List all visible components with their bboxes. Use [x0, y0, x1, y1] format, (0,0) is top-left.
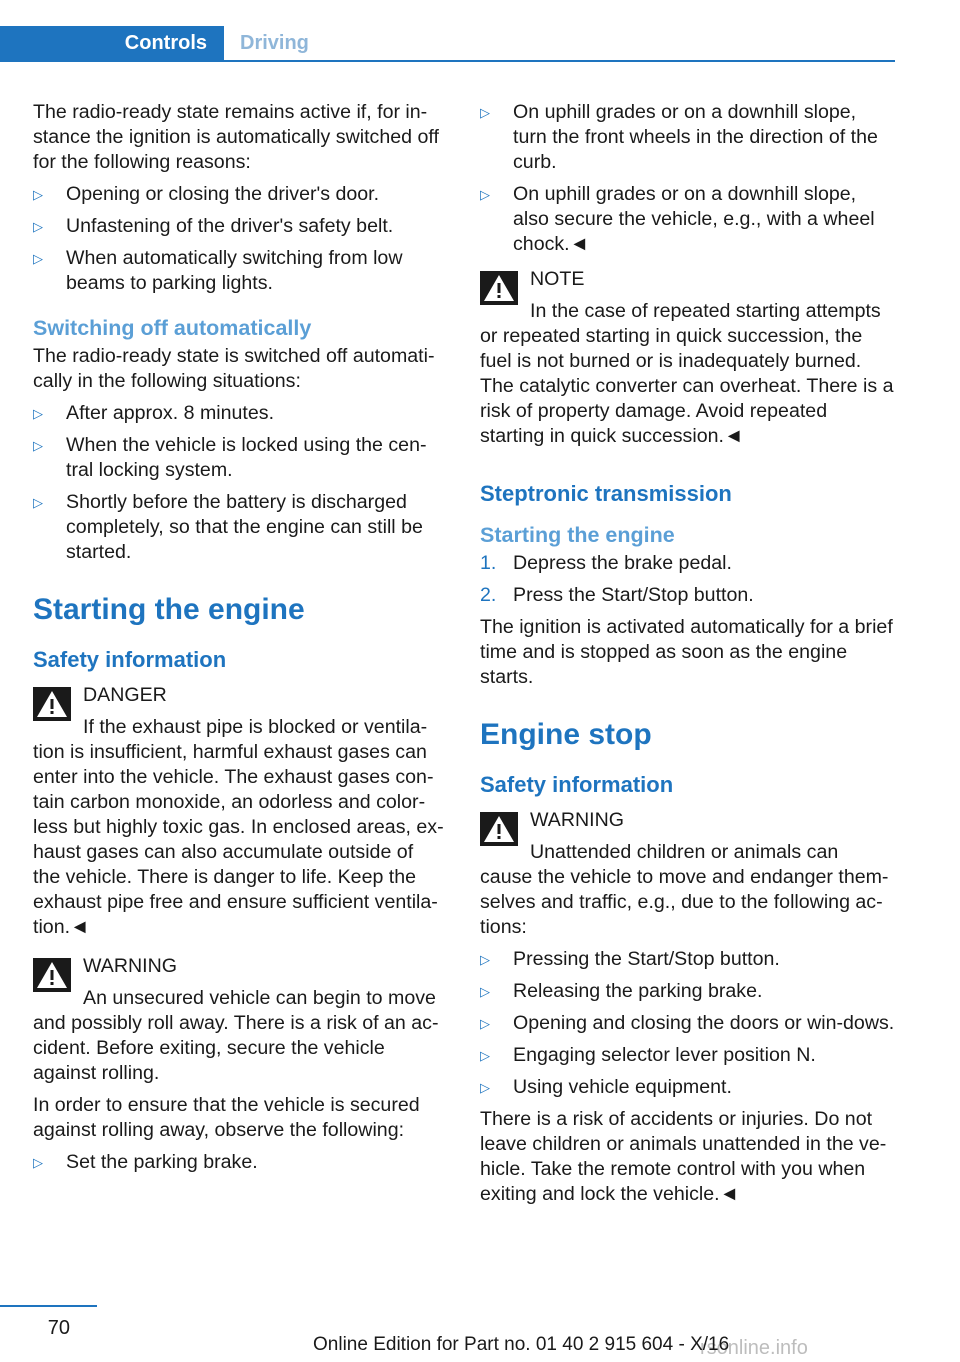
steptronic-heading: Steptronic transmission [480, 481, 732, 506]
slope-list [480, 100, 895, 257]
switch-off-paragraph: The radio-ready state is switched off automati-cally in the following situations: [33, 345, 435, 392]
list-item: ▷ Shortly before the battery is discharged completely, so that the engine can still be started. [33, 491, 423, 563]
bullet-icon: ▷ [33, 219, 43, 234]
bullet-icon: ▷ [33, 187, 43, 202]
warning-text: and possibly roll away. There is a risk of an ac-cident. Before exiting, secure the vehicle against rolling. [33, 1012, 439, 1084]
engine-stop-heading: Engine stop [480, 718, 652, 751]
list-item: ▷ When the vehicle is locked using the cen-tral locking system. [33, 434, 427, 481]
secure-paragraph: In order to ensure that the vehicle is secured against rolling away, observe the following: [33, 1094, 420, 1141]
safety-info-heading: Safety information [33, 647, 227, 672]
list-item: ▷ Set the parking brake. [33, 1151, 258, 1173]
note-notice [480, 267, 895, 449]
ignition-paragraph: The ignition is activated automatically for a brief time and is stopped as soon as the engine starts. [480, 616, 893, 688]
note-text: or repeated starting in quick succession, the fuel is not burned or is inadequately burned. The catalytic converter can overheat. There is a risk of property damage. Avoid repeated starting in quick succession.◄ [480, 325, 894, 447]
bullet-icon: ▷ [480, 1048, 490, 1063]
bullet-icon: ▷ [33, 251, 43, 266]
warning-triangle-icon [33, 958, 71, 992]
list-item: ▷ Engaging selector lever position N. [480, 1044, 816, 1066]
bullet-icon: ▷ [480, 952, 490, 967]
step-number: 1. [480, 552, 497, 574]
steps-list [480, 551, 895, 608]
page-number: 70 [0, 1305, 97, 1340]
intro-paragraph: The radio-ready state remains active if, for in-stance the ignition is automatically switched off for the following reasons: [33, 101, 439, 173]
tab-underline [0, 60, 895, 62]
section-tabs [0, 26, 895, 62]
warning-notice [480, 808, 895, 940]
warning-title: WARNING [83, 955, 177, 977]
situations-list [33, 401, 445, 565]
list-item: ▷ After approx. 8 minutes. [33, 402, 275, 424]
bullet-icon: ▷ [480, 984, 490, 999]
list-item: ▷ Using vehicle equipment. [480, 1076, 732, 1098]
list-item: ▷ Pressing the Start/Stop button. [480, 948, 780, 970]
bullet-icon: ▷ [480, 1080, 490, 1095]
danger-notice [33, 683, 445, 940]
bullet-icon: ▷ [480, 1016, 490, 1031]
actions-list [480, 947, 895, 1100]
list-item: ▷ Unfastening of the driver's safety belt. [33, 215, 394, 237]
starting-engine-subheading: Starting the engine [480, 523, 675, 547]
warning-text: cause the vehicle to move and endanger them-selves and traffic, e.g., due to the following ac-tions: [480, 866, 889, 938]
list-item: ▷ On uphill grades or on a downhill slope, also secure the vehicle, e.g., with a wheel chock.◄ [480, 183, 875, 255]
list-item: ▷ Releasing the parking brake. [480, 980, 763, 1002]
bullet-icon: ▷ [33, 438, 43, 453]
bullet-icon: ▷ [480, 187, 490, 202]
list-item: ▷ Opening or closing the driver's door. [33, 183, 380, 205]
risk-paragraph: There is a risk of accidents or injuries. Do not leave children or animals unattended in the ve-hicle. Take the remote control with you when exiting and lock the vehicle.◄ [480, 1108, 887, 1205]
tab-driving[interactable]: Driving [240, 32, 309, 54]
bullet-icon: ▷ [33, 1155, 43, 1170]
danger-text: tion is insufficient, harmful exhaust gases can enter into the vehicle. The exhaust gases con-tain carbon monoxide, an odorless and color-less but highly toxic gas. In enclosed areas, ex-haust gases can also accumulate outside of the vehicle. There is danger to life. Keep the exhaust pipe free and ensure sufficient ventila-tion.◄ [33, 741, 444, 938]
list-item: ▷ When automatically switching from low beams to parking lights. [33, 247, 403, 294]
switch-off-heading: Switching off automatically [33, 316, 312, 340]
starting-engine-heading: Starting the engine [33, 593, 305, 626]
danger-first-line: If the exhaust pipe is blocked or ventila- [83, 716, 428, 738]
warning-notice [33, 954, 445, 1086]
list-item: ▷ Opening and closing the doors or win-dows. [480, 1012, 895, 1034]
warning-first-line: Unattended children or animals can [530, 841, 839, 863]
reasons-list [33, 182, 445, 296]
bullet-icon: ▷ [33, 406, 43, 421]
list-item: 2. Press the Start/Stop button. [480, 584, 754, 606]
note-first-line: In the case of repeated starting attempts [530, 300, 881, 322]
bullet-icon: ▷ [33, 495, 43, 510]
tab-controls[interactable]: Controls [0, 26, 224, 62]
danger-title: DANGER [83, 684, 167, 706]
watermark: rsonline.info [700, 1337, 808, 1359]
warning-triangle-icon [480, 812, 518, 846]
warning-triangle-icon [480, 271, 518, 305]
list-item: ▷ On uphill grades or on a downhill slope, turn the front wheels in the direction of the curb. [480, 101, 878, 173]
left-column [33, 100, 445, 1182]
footer-edition: Online Edition for Part no. 01 40 2 915 604 - X/16 [313, 1334, 730, 1355]
warning-title: WARNING [530, 809, 624, 831]
warning-triangle-icon [33, 687, 71, 721]
warning-first-line: An unsecured vehicle can begin to move [83, 987, 436, 1009]
safety-info-heading: Safety information [480, 772, 674, 797]
right-column [480, 100, 895, 1214]
bullet-icon: ▷ [480, 105, 490, 120]
list-item: 1. Depress the brake pedal. [480, 552, 732, 574]
note-title: NOTE [530, 268, 585, 290]
step-number: 2. [480, 584, 497, 606]
